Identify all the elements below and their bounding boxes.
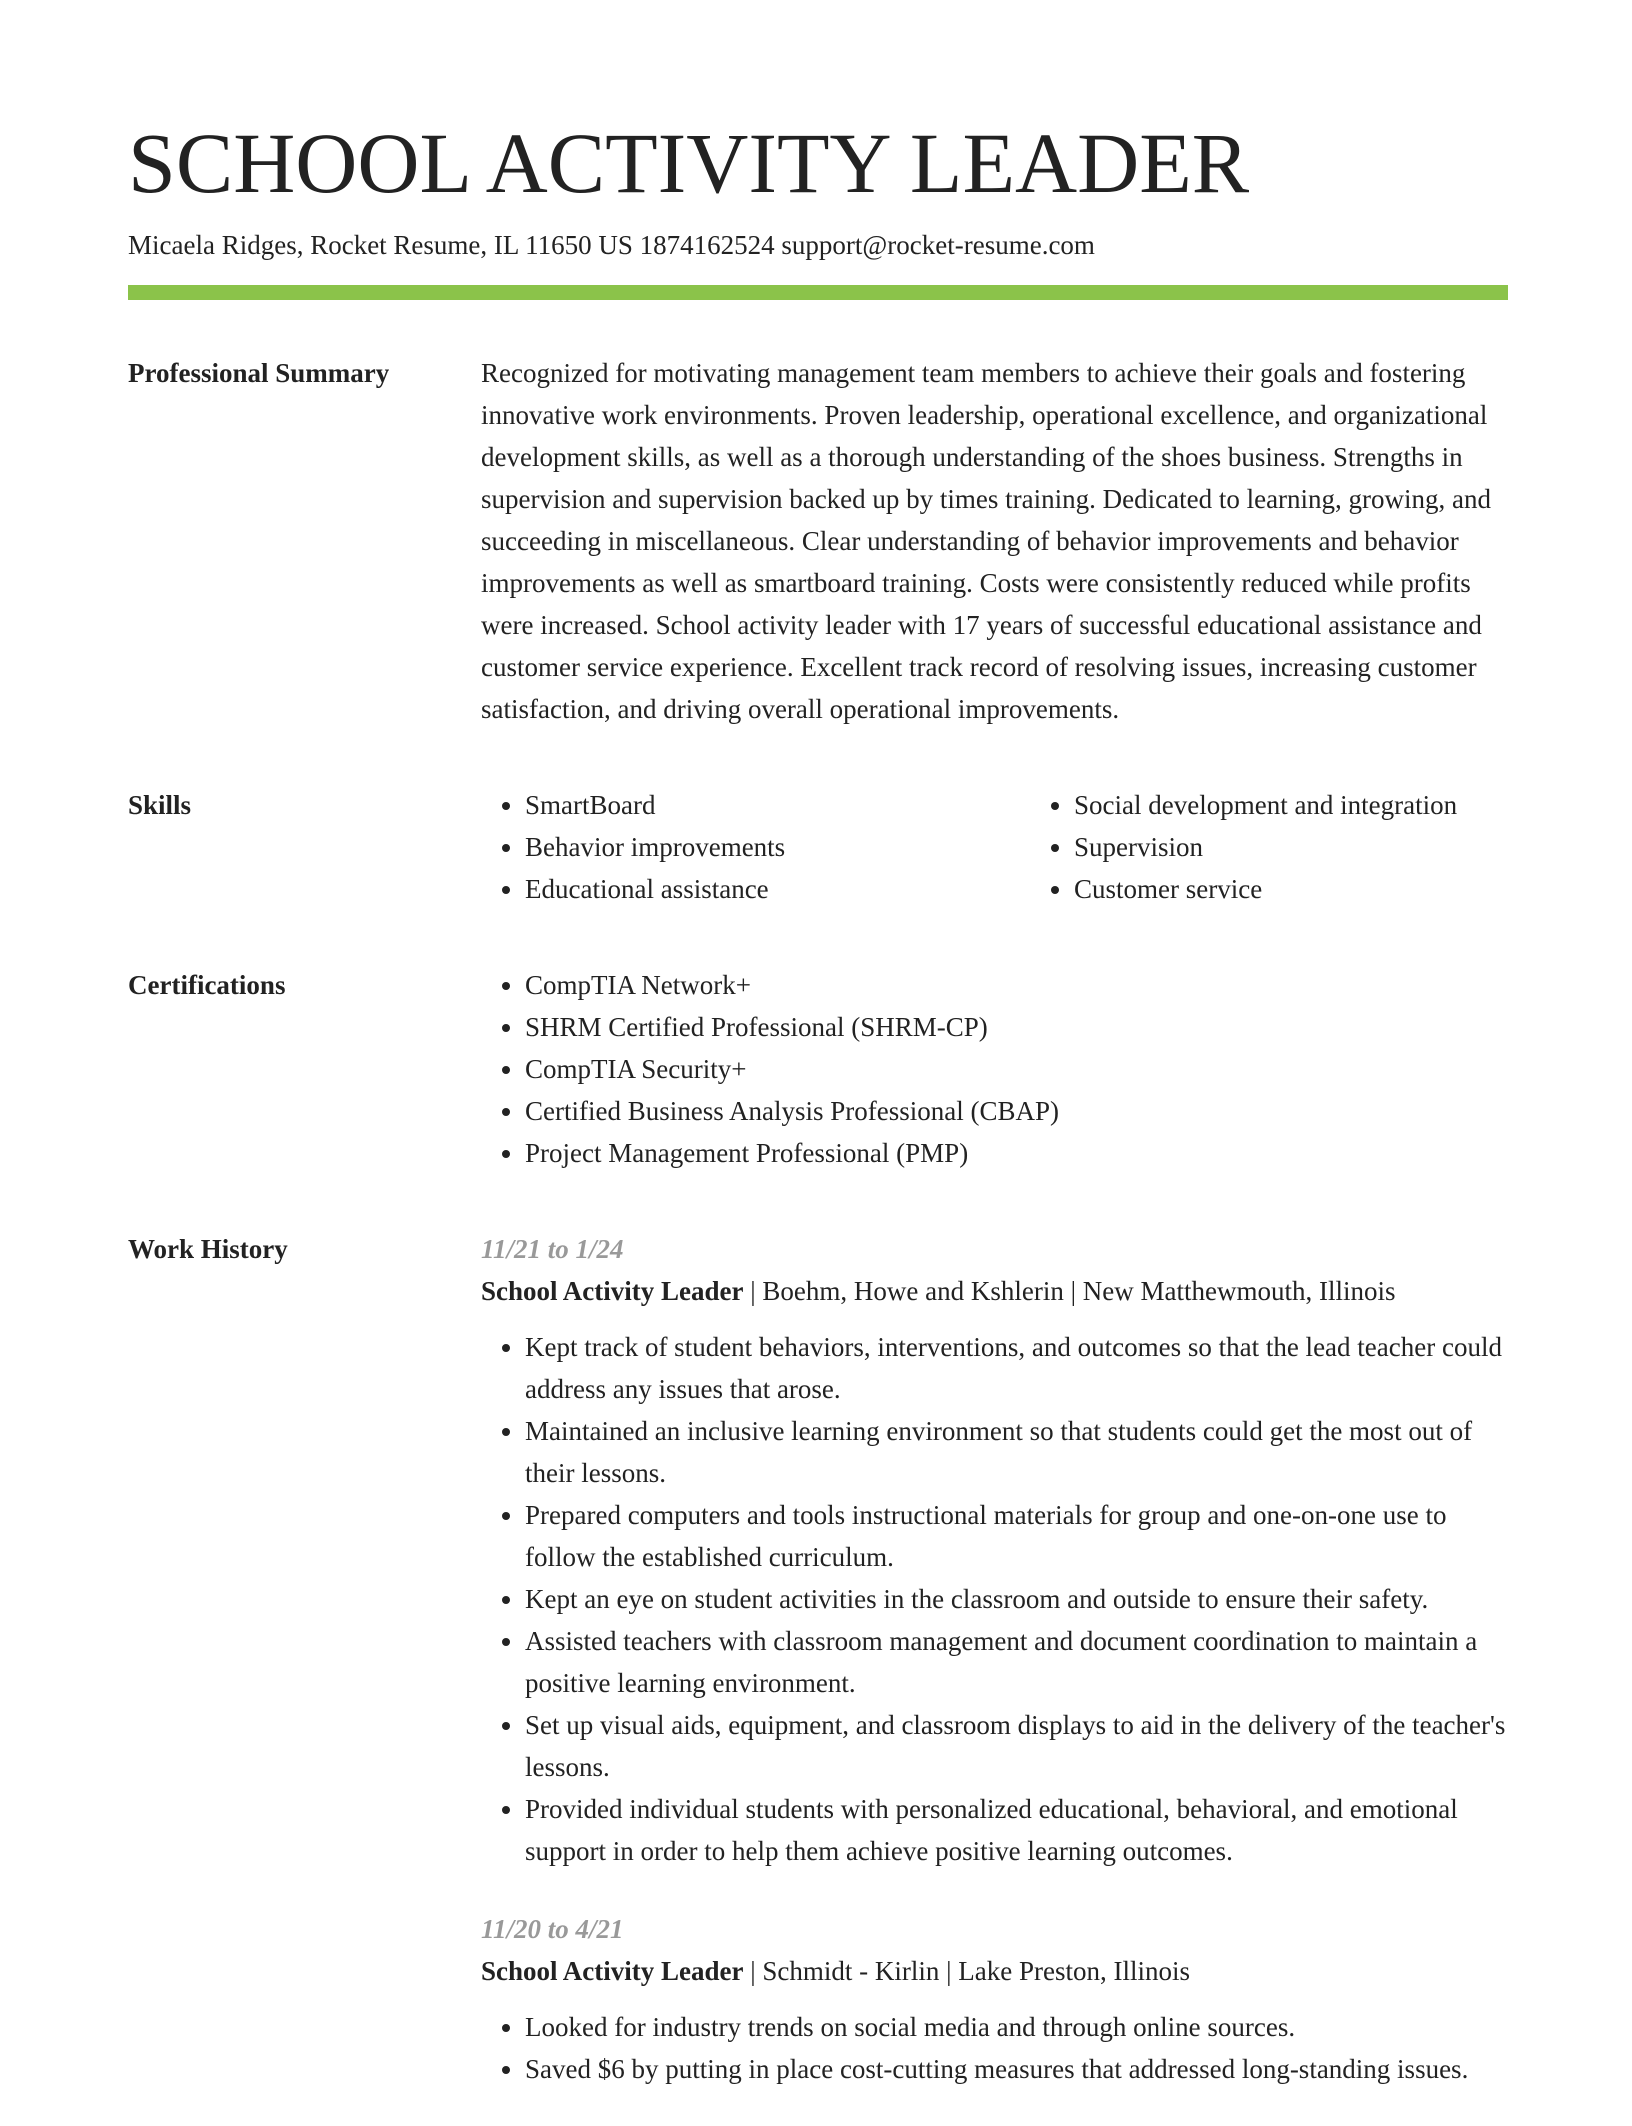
skill-item: • Customer service	[1074, 868, 1579, 910]
certifications-list	[481, 964, 1508, 1174]
skill-item: • Behavior improvements	[525, 826, 1030, 868]
skill-item: • Supervision	[1074, 826, 1579, 868]
skill-item: • SmartBoard	[525, 784, 1030, 826]
accent-divider	[128, 285, 1508, 300]
skills-list-col1	[481, 784, 1030, 910]
section-label-certifications: Certifications	[128, 970, 286, 1001]
job-entry	[481, 1228, 1508, 1872]
resume-title: SCHOOL ACTIVITY LEADER	[128, 115, 1250, 211]
job-title: School Activity Leader	[481, 1956, 744, 1987]
certification-item: • Certified Business Analysis Professional (CBAP)	[525, 1090, 1508, 1132]
job-header	[481, 1270, 1508, 1312]
skills-section	[128, 784, 1508, 910]
section-label-skills: Skills	[128, 790, 192, 821]
job-title: School Activity Leader	[481, 1276, 744, 1307]
job-bullet: • Set up visual aids, equipment, and classroom displays to aid in the delivery of the teacher's lessons.	[525, 1704, 1508, 1788]
skill-item: • Social development and integration	[1074, 784, 1579, 826]
contact-line: Micaela Ridges, Rocket Resume, IL 11650 US 1874162524 support@rocket-resume.com	[128, 230, 1095, 261]
job-bullets	[481, 2006, 1508, 2090]
job-entry	[481, 1908, 1508, 2090]
resume-page	[128, 115, 1508, 2126]
skills-list-col2	[1030, 784, 1579, 910]
job-bullet: • Kept an eye on student activities in the classroom and outside to ensure their safety.	[525, 1578, 1508, 1620]
certification-item: • Project Management Professional (PMP)	[525, 1132, 1508, 1174]
skill-item: • Educational assistance	[525, 868, 1030, 910]
section-label-work-history: Work History	[128, 1234, 288, 1265]
summary-section	[128, 352, 1508, 730]
certification-item: • SHRM Certified Professional (SHRM-CP)	[525, 1006, 1508, 1048]
job-bullet: • Looked for industry trends on social media and through online sources.	[525, 2006, 1508, 2048]
job-bullet: • Assisted teachers with classroom management and document coordination to maintain a positive learning environment.	[525, 1620, 1508, 1704]
job-dates: 11/20 to 4/21	[481, 1914, 624, 1945]
job-details: | Boehm, Howe and Kshlerin | New Matthewmouth, Illinois	[743, 1276, 1396, 1307]
job-bullet: • Prepared computers and tools instructional materials for group and one-on-one use to follow the established curriculum.	[525, 1494, 1508, 1578]
job-bullet: • Saved $6 by putting in place cost-cutting measures that addressed long-standing issues.	[525, 2048, 1508, 2090]
work-history-section	[128, 1228, 1508, 2126]
certification-item: • CompTIA Security+	[525, 1048, 1508, 1090]
job-header	[481, 1950, 1508, 1992]
summary-text: Recognized for motivating management team members to achieve their goals and fostering innovative work environments. Proven leadership, operational excellence, and organizational development skills, as well as a thorough understanding of the shoes business. Strengths in supervision and supervision backed up by times training. Dedicated to learning, growing, and succeeding in miscellaneous. Clear understanding of behavior improvements and behavior improvements as well as smartboard training. Costs were consistently reduced while profits were increased. School activity leader with 17 years of successful educational assistance and customer service experience. Excellent track record of resolving issues, increasing customer satisfaction, and driving overall operational improvements.	[481, 358, 1492, 725]
job-bullets	[481, 1326, 1508, 1872]
job-bullet: • Maintained an inclusive learning environment so that students could get the most out of their lessons.	[525, 1410, 1508, 1494]
section-label-summary: Professional Summary	[128, 358, 390, 389]
job-bullet: • Kept track of student behaviors, interventions, and outcomes so that the lead teacher could address any issues that arose.	[525, 1326, 1508, 1410]
job-details: | Schmidt - Kirlin | Lake Preston, Illinois	[743, 1956, 1190, 1987]
certification-item: • CompTIA Network+	[525, 964, 1508, 1006]
certifications-section	[128, 964, 1508, 1174]
job-bullet: • Provided individual students with personalized educational, behavioral, and emotional support in order to help them achieve positive learning outcomes.	[525, 1788, 1508, 1872]
job-dates: 11/21 to 1/24	[481, 1234, 624, 1265]
